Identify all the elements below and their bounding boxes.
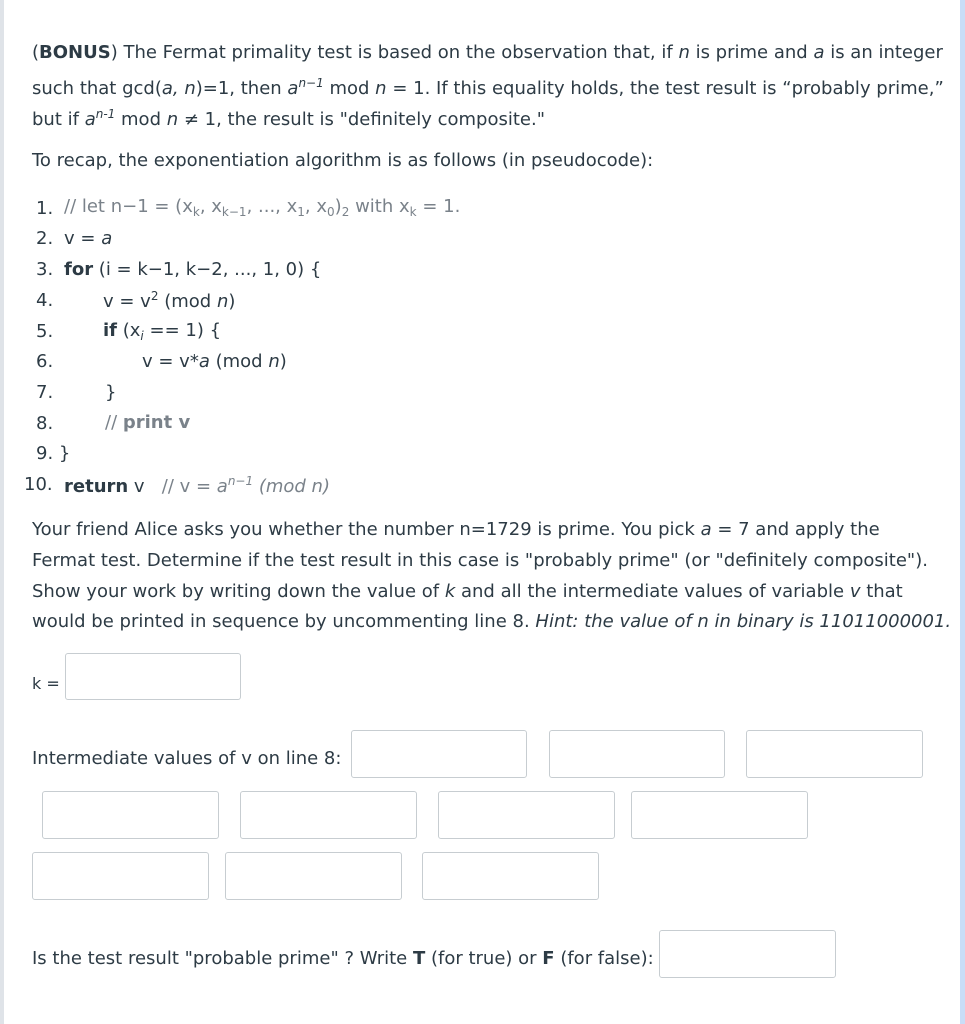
line-number: 10. (24, 474, 53, 495)
intermediate-value-input-9[interactable] (225, 852, 402, 900)
line-number: 1. (36, 198, 54, 219)
task-line-2: Fermat test. Determine if the test result in this case is "probably prime" (or "definitely composite"). (32, 550, 928, 571)
recap-text: To recap, the exponentiation algorithm is as follows (in pseudocode): (32, 150, 654, 171)
line-number: 6. (36, 351, 54, 372)
intro-line-3: but if $a^{n-1}$ mod n ≠ 1, the result is "definitely composite." (32, 107, 545, 130)
line-number: 4. (36, 290, 54, 311)
code-line-2: v = a (64, 228, 113, 249)
code-line-10: return v // $v = a^{n-1}$ (mod n) (64, 474, 330, 497)
k-answer-input[interactable] (65, 653, 241, 700)
line-number: 5. (36, 321, 54, 342)
left-border (0, 0, 4, 1024)
task-line-1: Your friend Alice asks you whether the number n=1729 is prime. You pick a = 7 and apply the (32, 519, 880, 540)
k-label: k = (32, 674, 60, 693)
code-line-7: } (105, 382, 117, 403)
right-scroll-edge[interactable] (960, 0, 965, 1024)
line-number: 2. (36, 228, 54, 249)
intermediate-value-input-2[interactable] (549, 730, 725, 778)
final-answer-input[interactable] (659, 930, 836, 978)
intermediate-label: Intermediate values of v on line 8: (32, 748, 342, 769)
final-question: Is the test result "probable prime" ? Write T (for true) or F (for false): (32, 948, 654, 969)
intermediate-value-input-6[interactable] (438, 791, 615, 839)
line-number: 8. (36, 413, 54, 434)
code-line-4: $v = v^2$ (mod n) (103, 289, 236, 312)
intermediate-value-input-10[interactable] (422, 852, 599, 900)
intermediate-value-input-5[interactable] (240, 791, 417, 839)
intermediate-value-input-3[interactable] (746, 730, 923, 778)
code-line-9: 9. } (36, 443, 71, 464)
task-line-3: Show your work by writing down the value of k and all the intermediate values of variable v that (32, 581, 903, 602)
code-line-8: // print v (105, 412, 191, 433)
intermediate-value-input-7[interactable] (631, 791, 808, 839)
intro-line-2: such that gcd(a, n)=1, then $a^{n-1}$ mod n = 1. If this equality holds, the test result is “probably prime,” (32, 76, 944, 99)
intermediate-value-input-1[interactable] (351, 730, 527, 778)
intermediate-value-input-8[interactable] (32, 852, 209, 900)
line-number: 7. (36, 382, 54, 403)
intermediate-value-input-4[interactable] (42, 791, 219, 839)
code-line-1: // let $n-1 = (x_k$, $x_{k-1}$, ..., $x_1$, $x_0)_2$ with $x_k = 1$. (64, 196, 461, 219)
intro-line-1: (BONUS) The Fermat primality test is based on the observation that, if n is prime and a is an integer (32, 42, 943, 63)
code-line-5: if $(x_i == 1)$ { (103, 320, 222, 343)
code-line-6: v = v*a (mod n) (142, 351, 287, 372)
line-number: 3. (36, 259, 54, 280)
task-line-4: would be printed in sequence by uncommenting line 8. Hint: the value of n in binary is 11011000001. (32, 611, 952, 632)
code-line-3: for (i = k−1, k−2, ..., 1, 0) { (64, 259, 322, 280)
